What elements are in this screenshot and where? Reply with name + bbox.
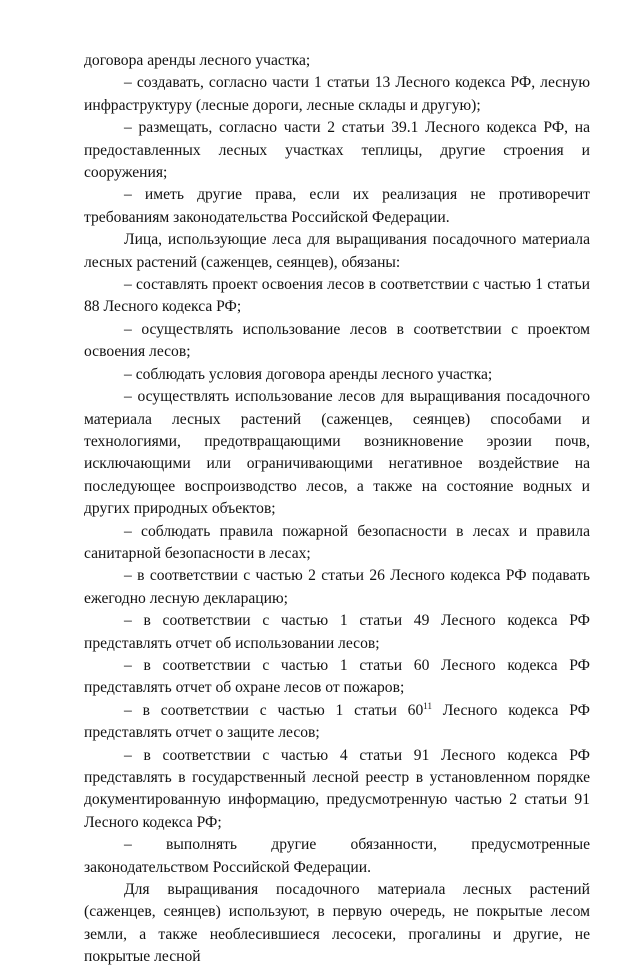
paragraph: – выполнять другие обязанности, предусмотренные законодательством Российской Федерации. bbox=[84, 836, 590, 876]
paragraph-with-footnote bbox=[84, 700, 590, 745]
paragraph: – соблюдать условия договора аренды лесного участка; bbox=[124, 365, 493, 383]
paragraph: Для выращивания посадочного материала лесных растений (саженцев, сеянцев) используют, в первую очередь, не покрытые лесом земли, а также необлесившиеся лесосеки, прогалины и другие, не покрытые лесной bbox=[84, 881, 590, 966]
paragraph: – осуществлять использование лесов для выращивания посадочного материала лесных растений (саженцев, сеянцев) способами и технологиями, предотвращающими возникновение эрозии почв, исключающими или ограничивающими негативное воздействие на последующее воспроизводство лесов, а также на состояние водных и других природных объектов; bbox=[84, 388, 590, 518]
paragraph-text: – в соответствии с частью 1 статьи 60 bbox=[124, 701, 424, 719]
document-body bbox=[84, 50, 590, 969]
paragraph: Лица, использующие леса для выращивания посадочного материала лесных растений (саженцев, сеянцев), обязаны: bbox=[84, 231, 590, 271]
paragraph: – размещать, согласно части 2 статьи 39.1 Лесного кодекса РФ, на предоставленных лесных участках теплицы, другие строения и сооружения; bbox=[84, 119, 590, 182]
paragraph: – в соответствии с частью 4 статьи 91 Лесного кодекса РФ представлять в государственный лесной реестр в установленном порядке документированную информацию, предусмотренную частью 2 статьи 91 Лесного кодекса РФ; bbox=[84, 746, 590, 831]
paragraph: – иметь другие права, если их реализация не противоречит требованиям законодательства Российской Федерации. bbox=[84, 186, 590, 226]
paragraph: – создавать, согласно части 1 статьи 13 Лесного кодекса РФ, лесную инфраструктуру (лесные дороги, лесные склады и другую); bbox=[84, 74, 590, 114]
paragraph: – осуществлять использование лесов в соответствии с проектом освоения лесов; bbox=[84, 320, 590, 361]
paragraph: договора аренды лесного участка; bbox=[84, 52, 311, 69]
paragraph: – в соответствии с частью 2 статьи 26 Лесного кодекса РФ подавать ежегодно лесную декларацию; bbox=[84, 567, 590, 607]
paragraph-text: Лесного кодекса РФ представлять отчет о защите лесов; bbox=[84, 701, 590, 742]
paragraph: – в соответствии с частью 1 статьи 49 Лесного кодекса РФ представлять отчет об использовании лесов; bbox=[84, 612, 590, 652]
paragraph: – в соответствии с частью 1 статьи 60 Лесного кодекса РФ представлять отчет об охране лесов от пожаров; bbox=[84, 656, 590, 697]
paragraph: – составлять проект освоения лесов в соответствии с частью 1 статьи 88 Лесного кодекса РФ; bbox=[84, 276, 590, 316]
footnote-superscript: 11 bbox=[423, 700, 432, 711]
paragraph: – соблюдать правила пожарной безопасности в лесах и правила санитарной безопасности в лесах; bbox=[84, 522, 590, 562]
